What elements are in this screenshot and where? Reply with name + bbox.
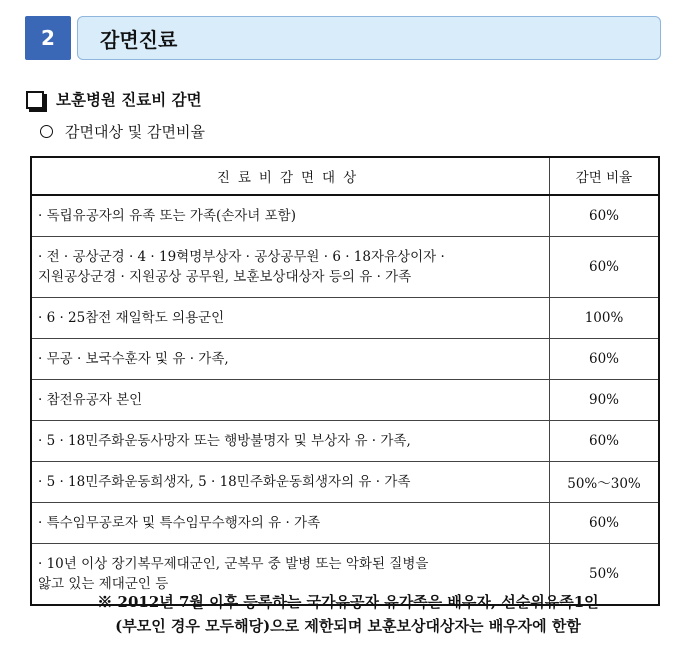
table-row	[31, 421, 659, 462]
row-subject: · 5 · 18민주화운동희생자, 5 · 18민주화운동희생자의 유 · 가족	[31, 462, 550, 503]
row-subject: · 독립유공자의 유족 또는 가족(손자녀 포함)	[31, 195, 550, 237]
header-rate: 감면 비율	[550, 157, 660, 195]
circle-bullet-icon	[40, 125, 53, 138]
section-title-box	[77, 16, 661, 60]
table-header-row	[31, 157, 659, 195]
table-row	[31, 380, 659, 421]
section-title: 감면진료	[100, 27, 178, 52]
row-rate: 60%	[550, 195, 660, 237]
table-row	[31, 503, 659, 544]
row-rate: 100%	[550, 298, 660, 339]
row-rate: 60%	[550, 421, 660, 462]
row-subject: · 10년 이상 장기복무제대군인, 군복무 중 발병 또는 악화된 질병을 앓고 있는 제대군인 등	[31, 544, 550, 606]
row-rate: 90%	[550, 380, 660, 421]
row-rate: 60%	[550, 237, 660, 298]
square-bullet-icon	[26, 91, 44, 109]
row-subject: · 특수임무공로자 및 특수임무수행자의 유 · 가족	[31, 503, 550, 544]
subheading-text: 보훈병원 진료비 감면	[56, 91, 202, 109]
reduction-table	[30, 156, 660, 606]
row-rate: 60%	[550, 503, 660, 544]
row-subject: · 5 · 18민주화운동사망자 또는 행방불명자 및 부상자 유 · 가족,	[31, 421, 550, 462]
table-row	[31, 237, 659, 298]
footnote: ※ 2012년 7월 이후 등록하는 국가유공자 유가족은 배우자, 선순위유족1인 (부모인 경우 모두해당)으로 제한되며 보훈보상대상자는 배우자에 한함	[97, 593, 599, 635]
row-rate: 50%	[550, 544, 660, 606]
section-number: 2	[25, 16, 71, 60]
bullet-line	[40, 121, 205, 142]
section-header	[25, 16, 661, 60]
table-row	[31, 298, 659, 339]
row-rate: 60%	[550, 339, 660, 380]
row-subject: · 무공 · 보국수훈자 및 유 · 가족,	[31, 339, 550, 380]
bullet-text: 감면대상 및 감면비율	[65, 123, 205, 141]
row-subject: · 6 · 25참전 재일학도 의용군인	[31, 298, 550, 339]
table-row	[31, 462, 659, 503]
row-subject: · 전 · 공상군경 · 4 · 19혁명부상자 · 공상공무원 · 6 · 18자유상이자 · 지원공상군경 · 지원공상 공무원, 보훈보상대상자 등의 유 · 가족	[31, 237, 550, 298]
table-row	[31, 195, 659, 237]
table-row	[31, 339, 659, 380]
header-subject: 진료비감면대상	[31, 157, 550, 195]
subheading	[26, 88, 202, 110]
row-subject: · 참전유공자 본인	[31, 380, 550, 421]
row-rate: 50%～30%	[550, 462, 660, 503]
